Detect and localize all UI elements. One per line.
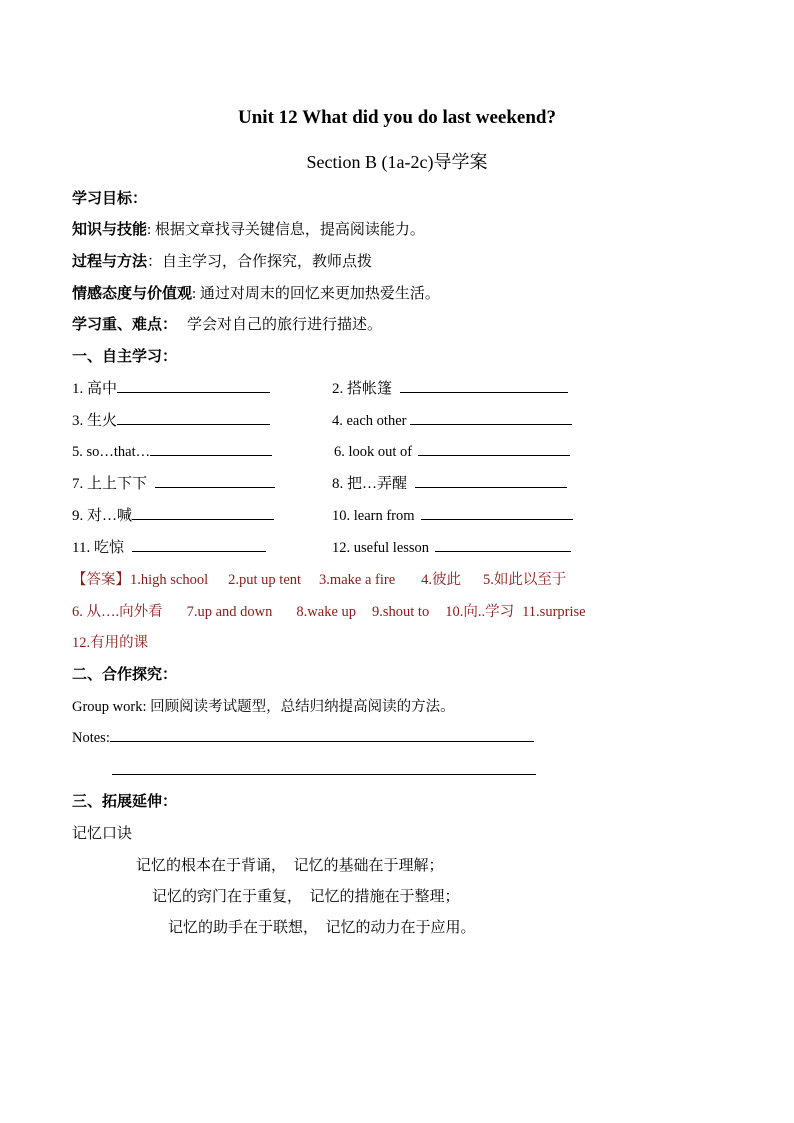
objectives-heading: 学习目标： bbox=[72, 191, 148, 207]
answer-blank[interactable] bbox=[117, 378, 270, 393]
section3-subheading: 记忆口诀 bbox=[72, 826, 133, 842]
answer-blank[interactable] bbox=[132, 537, 266, 552]
notes-line-2[interactable] bbox=[112, 758, 536, 775]
objective-focus bbox=[72, 313, 382, 334]
verse-line-1: 记忆的根本在于背诵， 记忆的基础在于理解； bbox=[136, 858, 444, 874]
vocab-item-12: 12. useful lesson bbox=[332, 537, 571, 557]
vocab-item-11: 11. 吃惊 bbox=[72, 536, 266, 557]
vocab-item-3: 3. 生火 bbox=[72, 409, 270, 430]
focus-label: 学习重、难点： bbox=[72, 317, 178, 333]
objective-knowledge bbox=[72, 218, 425, 239]
knowledge-text: : 根据文章找寻关键信息，提高阅读能力。 bbox=[147, 222, 425, 238]
section3-heading: 三、拓展延伸： bbox=[72, 794, 178, 810]
vocab-item-4: 4. each other bbox=[332, 410, 572, 430]
section1-heading: 一、自主学习： bbox=[72, 349, 178, 365]
answer-blank[interactable] bbox=[410, 410, 572, 425]
answer-blank[interactable] bbox=[435, 537, 571, 552]
focus-text: 学会对自己的旅行进行描述。 bbox=[187, 317, 383, 333]
vocab-item-6: 6. look out of bbox=[334, 441, 570, 461]
answers-line-2: 6. 从….向外看 7.up and down 8.wake up 9.shout to 10.向..学习 11.surprise bbox=[72, 604, 586, 620]
vocab-item-1: 1. 高中 bbox=[72, 377, 270, 398]
group-work-text: Group work: 回顾阅读考试题型，总结归纳提高阅读的方法。 bbox=[72, 699, 455, 715]
answer-blank[interactable] bbox=[421, 505, 573, 520]
vocab-item-2: 2. 搭帐篷 bbox=[332, 377, 568, 398]
answer-blank[interactable] bbox=[132, 505, 274, 520]
page-title: Unit 12 What did you do last weekend? bbox=[238, 107, 556, 128]
objective-process bbox=[72, 250, 372, 271]
answers-line-1: 【答案】1.high school 2.put up tent 3.make a fire 4.彼此 5.如此以至于 bbox=[72, 572, 567, 588]
emotion-label: 情感态度与价值观 bbox=[72, 286, 193, 302]
answer-blank[interactable] bbox=[415, 473, 567, 488]
objective-emotion bbox=[72, 282, 440, 303]
answer-label: 【答案】 bbox=[72, 572, 130, 588]
vocab-item-8: 8. 把…弄醒 bbox=[332, 472, 567, 493]
process-text: ：自主学习，合作探究，教师点拨 bbox=[147, 254, 373, 270]
verse-line-3: 记忆的助手在于联想， 记忆的动力在于应用。 bbox=[168, 920, 476, 936]
page-subtitle: Section B (1a-2c)导学案 bbox=[306, 152, 488, 172]
notes-blank[interactable] bbox=[110, 727, 534, 742]
emotion-text: : 通过对周末的回忆来更加热爱生活。 bbox=[192, 286, 440, 302]
answer-blank[interactable] bbox=[418, 441, 570, 456]
vocab-item-5: 5. so…that… bbox=[72, 441, 272, 461]
vocab-item-10: 10. learn from bbox=[332, 505, 573, 525]
notes-line-1 bbox=[72, 727, 534, 747]
answer-blank[interactable] bbox=[400, 378, 568, 393]
answer-blank[interactable] bbox=[155, 473, 275, 488]
knowledge-label: 知识与技能 bbox=[72, 222, 148, 238]
vocab-item-9: 9. 对…喊 bbox=[72, 504, 274, 525]
answer-blank[interactable] bbox=[117, 410, 270, 425]
verse-line-2: 记忆的窍门在于重复， 记忆的措施在于整理； bbox=[152, 889, 460, 905]
process-label: 过程与方法 bbox=[72, 254, 148, 270]
answer-blank[interactable] bbox=[150, 441, 272, 456]
section2-heading: 二、合作探究： bbox=[72, 667, 178, 683]
vocab-item-7: 7. 上上下下 bbox=[72, 472, 275, 493]
notes-label: Notes: bbox=[72, 730, 110, 746]
answers-line-3: 12.有用的课 bbox=[72, 635, 149, 651]
